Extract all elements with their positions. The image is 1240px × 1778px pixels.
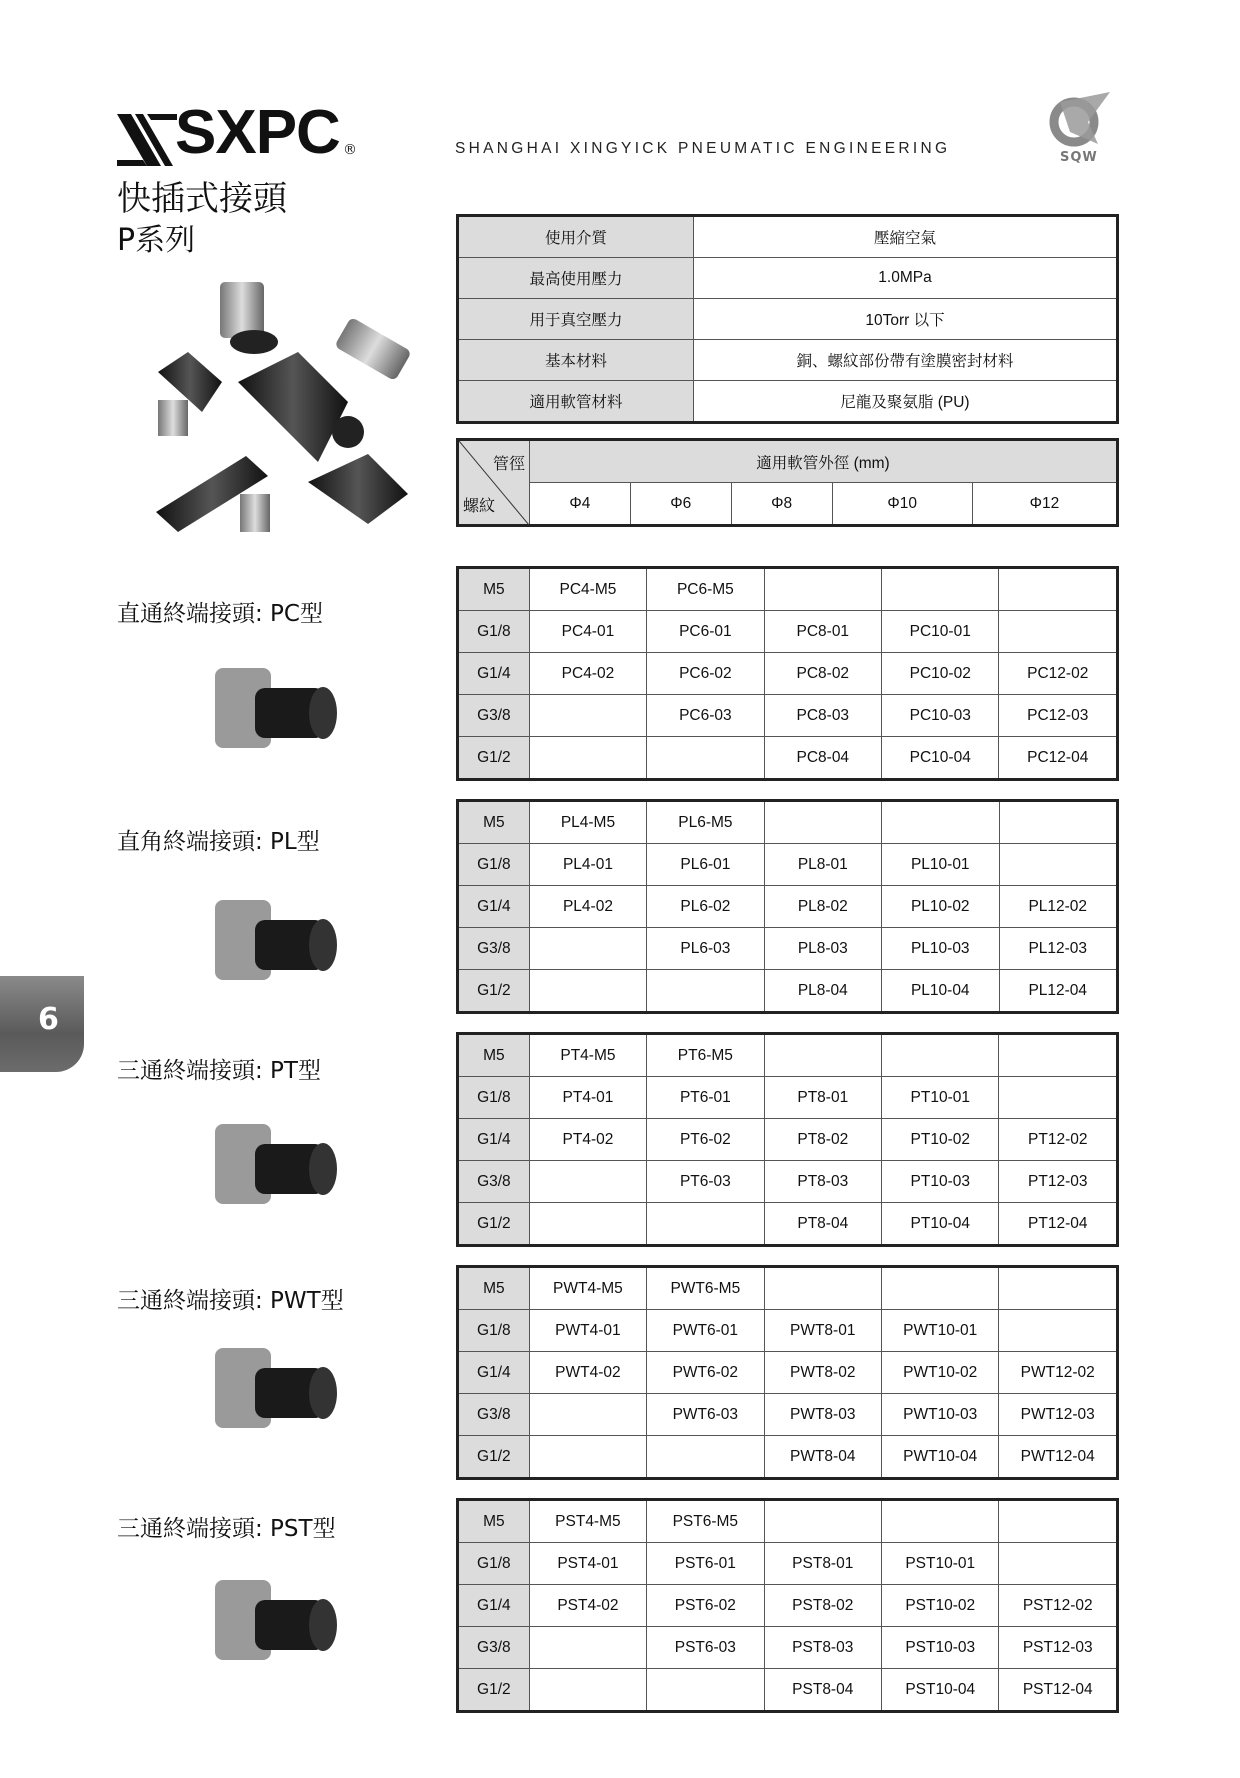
- thread-cell: G1/4: [458, 653, 530, 695]
- thread-cell: M5: [458, 1500, 530, 1543]
- model-cell: PWT12-02: [999, 1352, 1118, 1394]
- thread-cell: G3/8: [458, 928, 530, 970]
- model-cell: PT12-02: [999, 1119, 1118, 1161]
- thread-cell: G1/2: [458, 1669, 530, 1712]
- model-cell: PST8-01: [764, 1543, 881, 1585]
- model-cell: [529, 1436, 646, 1479]
- model-cell: PC4-01: [529, 611, 646, 653]
- model-cell: PT8-02: [764, 1119, 881, 1161]
- model-cell: PL4-02: [529, 886, 646, 928]
- model-cell: PST6-02: [647, 1585, 764, 1627]
- table-row: [458, 1436, 1118, 1479]
- table-row: [458, 695, 1118, 737]
- model-cell: PC6-01: [647, 611, 764, 653]
- table-row: [458, 1310, 1118, 1352]
- model-cell: PL8-04: [764, 970, 881, 1013]
- model-cell: PC10-02: [882, 653, 999, 695]
- size-header: Φ4: [530, 483, 631, 526]
- model-cell: PWT10-02: [881, 1352, 999, 1394]
- model-cell: PWT8-01: [764, 1310, 881, 1352]
- model-cell: [999, 1034, 1118, 1077]
- model-cell: PT6-M5: [647, 1034, 764, 1077]
- model-cell: PL12-03: [999, 928, 1118, 970]
- model-cell: PC6-M5: [647, 568, 764, 611]
- model-cell: PC10-03: [882, 695, 999, 737]
- model-cell: PT6-01: [647, 1077, 764, 1119]
- spec-row: [458, 258, 1118, 299]
- size-header: Φ10: [832, 483, 972, 526]
- model-cell: PC8-03: [764, 695, 881, 737]
- model-cell: PC6-03: [647, 695, 764, 737]
- spec-label: 使用介質: [458, 216, 694, 258]
- table-row: [458, 1627, 1118, 1669]
- thread-cell: G1/4: [458, 1119, 530, 1161]
- model-cell: PST8-02: [764, 1585, 881, 1627]
- model-cell: PT8-01: [764, 1077, 881, 1119]
- model-cell: [764, 568, 881, 611]
- model-cell: PST4-01: [529, 1543, 646, 1585]
- thread-cell: G1/4: [458, 1585, 530, 1627]
- model-cell: [764, 801, 881, 844]
- thread-cell: G1/8: [458, 1310, 530, 1352]
- model-cell: PWT6-03: [647, 1394, 764, 1436]
- model-cell: PST6-03: [647, 1627, 764, 1669]
- thread-cell: G1/4: [458, 1352, 530, 1394]
- model-cell: [529, 1669, 646, 1712]
- section-label: 三通終端接頭: PWT型: [117, 1288, 344, 1314]
- model-cell: PST6-01: [647, 1543, 764, 1585]
- table-row: [458, 653, 1118, 695]
- fitting-image: [205, 1104, 345, 1224]
- model-cell: [999, 1543, 1118, 1585]
- thread-cell: G1/2: [458, 737, 530, 780]
- model-cell: [999, 801, 1118, 844]
- thread-cell: G1/8: [458, 1543, 530, 1585]
- table-row: [458, 1034, 1118, 1077]
- model-cell: PL12-02: [999, 886, 1118, 928]
- thread-cell: G1/2: [458, 1436, 530, 1479]
- section-label: 直角終端接頭: PL型: [117, 829, 320, 855]
- spec-row: [458, 299, 1118, 340]
- model-cell: [882, 801, 999, 844]
- sqw-logo: [1040, 92, 1120, 172]
- model-cell: [764, 1500, 881, 1543]
- model-cell: PT12-03: [999, 1161, 1118, 1203]
- thread-cell: G1/2: [458, 970, 530, 1013]
- fitting-image: [205, 880, 345, 1000]
- spec-value: 1.0MPa: [694, 258, 1118, 299]
- model-cell: PL10-02: [882, 886, 999, 928]
- diagonal-header-cell: [458, 440, 530, 526]
- table-row: [458, 611, 1118, 653]
- model-cell: PL4-M5: [529, 801, 646, 844]
- thread-label: 螺紋: [463, 498, 496, 515]
- model-cell: PWT10-04: [881, 1436, 999, 1479]
- model-cell: PL6-03: [647, 928, 764, 970]
- registered-mark: ®: [343, 142, 357, 158]
- fitting-image: [205, 648, 345, 768]
- thread-cell: G3/8: [458, 1394, 530, 1436]
- model-cell: PL6-01: [647, 844, 764, 886]
- model-cell: PC4-02: [529, 653, 646, 695]
- model-cell: PST12-02: [999, 1585, 1118, 1627]
- table-row: [458, 886, 1118, 928]
- table-row: [458, 928, 1118, 970]
- model-cell: [529, 970, 646, 1013]
- table-row: [458, 844, 1118, 886]
- model-cell: [529, 1203, 646, 1246]
- model-cell: PL10-04: [882, 970, 999, 1013]
- model-cell: PWT4-02: [529, 1352, 646, 1394]
- table-row: [458, 1394, 1118, 1436]
- model-cell: PT4-01: [529, 1077, 646, 1119]
- model-cell: PC8-01: [764, 611, 881, 653]
- table-row: [458, 1585, 1118, 1627]
- size-header-table: [456, 438, 1119, 527]
- model-cell: PT6-03: [647, 1161, 764, 1203]
- spec-label: 最高使用壓力: [458, 258, 694, 299]
- table-row: [458, 1543, 1118, 1585]
- chapter-number: 6: [38, 1002, 59, 1037]
- model-cell: PL8-02: [764, 886, 881, 928]
- model-cell: PWT8-03: [764, 1394, 881, 1436]
- model-cell: PWT8-02: [764, 1352, 881, 1394]
- model-cell: PWT10-03: [881, 1394, 999, 1436]
- section-label: 直通終端接頭: PC型: [117, 601, 323, 627]
- model-cell: PST12-03: [999, 1627, 1118, 1669]
- thread-cell: G3/8: [458, 1161, 530, 1203]
- model-table: [456, 1265, 1119, 1480]
- section-label: 三通終端接頭: PST型: [117, 1516, 336, 1542]
- model-cell: PL10-01: [882, 844, 999, 886]
- model-cell: [999, 1267, 1118, 1310]
- model-cell: PST10-03: [881, 1627, 998, 1669]
- model-cell: PT10-02: [882, 1119, 999, 1161]
- chapter-tab: [0, 976, 84, 1072]
- model-cell: PC6-02: [647, 653, 764, 695]
- model-cell: PST12-04: [999, 1669, 1118, 1712]
- model-cell: PL10-03: [882, 928, 999, 970]
- model-cell: PC4-M5: [529, 568, 646, 611]
- model-cell: PWT12-04: [999, 1436, 1118, 1479]
- model-cell: [999, 1310, 1118, 1352]
- model-cell: PT8-04: [764, 1203, 881, 1246]
- model-cell: [882, 1034, 999, 1077]
- model-cell: [881, 1500, 998, 1543]
- model-cell: PC10-01: [882, 611, 999, 653]
- model-cell: [999, 1500, 1118, 1543]
- spec-label: 基本材料: [458, 340, 694, 381]
- model-cell: PT10-04: [882, 1203, 999, 1246]
- thread-cell: G1/4: [458, 886, 530, 928]
- sxpc-logo: [117, 98, 357, 168]
- pipe-label: 管徑: [492, 456, 525, 473]
- model-cell: [999, 568, 1118, 611]
- table-row: [458, 737, 1118, 780]
- size-header: Φ6: [630, 483, 731, 526]
- thread-cell: G1/2: [458, 1203, 530, 1246]
- model-cell: [529, 1394, 646, 1436]
- size-header: Φ12: [972, 483, 1117, 526]
- spec-value: 銅、螺紋部份帶有塗膜密封材料: [694, 340, 1118, 381]
- model-cell: PL6-02: [647, 886, 764, 928]
- section-label: 三通終端接頭: PT型: [117, 1058, 321, 1084]
- table-row: [458, 1203, 1118, 1246]
- model-cell: PST6-M5: [647, 1500, 764, 1543]
- model-cell: PL8-01: [764, 844, 881, 886]
- table-row: [458, 1119, 1118, 1161]
- model-table: [456, 799, 1119, 1014]
- thread-cell: M5: [458, 1034, 530, 1077]
- model-cell: PC12-02: [999, 653, 1118, 695]
- model-cell: PC12-03: [999, 695, 1118, 737]
- fittings-group-image: [148, 272, 428, 542]
- size-header: Φ8: [731, 483, 832, 526]
- model-cell: PST10-02: [881, 1585, 998, 1627]
- table-row: [458, 568, 1118, 611]
- model-table: [456, 1032, 1119, 1247]
- model-cell: PL12-04: [999, 970, 1118, 1013]
- model-cell: [999, 844, 1118, 886]
- model-cell: [999, 611, 1118, 653]
- thread-cell: G1/8: [458, 1077, 530, 1119]
- model-cell: [647, 1669, 764, 1712]
- thread-cell: G3/8: [458, 1627, 530, 1669]
- model-cell: PT6-02: [647, 1119, 764, 1161]
- model-cell: PT12-04: [999, 1203, 1118, 1246]
- spec-table: [456, 214, 1119, 424]
- spec-label: 適用軟管材料: [458, 381, 694, 423]
- model-cell: PST10-04: [881, 1669, 998, 1712]
- spec-row: [458, 381, 1118, 423]
- model-cell: PC8-02: [764, 653, 881, 695]
- model-cell: PC12-04: [999, 737, 1118, 780]
- model-cell: [529, 1627, 646, 1669]
- model-cell: [529, 928, 646, 970]
- table-row: [458, 1077, 1118, 1119]
- table-row: [458, 1352, 1118, 1394]
- model-cell: PWT6-01: [647, 1310, 764, 1352]
- sqw-label: SQW: [1060, 150, 1098, 165]
- logo-mark-icon: [117, 114, 177, 166]
- model-cell: PWT10-01: [881, 1310, 999, 1352]
- model-cell: PWT12-03: [999, 1394, 1118, 1436]
- table-row: [458, 1161, 1118, 1203]
- model-cell: PWT6-M5: [647, 1267, 764, 1310]
- model-cell: PWT8-04: [764, 1436, 881, 1479]
- model-cell: PC8-04: [764, 737, 881, 780]
- model-cell: PST4-02: [529, 1585, 646, 1627]
- model-cell: [999, 1077, 1118, 1119]
- model-cell: [882, 568, 999, 611]
- model-cell: [647, 737, 764, 780]
- spec-label: 用于真空壓力: [458, 299, 694, 340]
- group-title: 適用軟管外徑 (mm): [530, 440, 1118, 483]
- model-cell: [881, 1267, 999, 1310]
- model-cell: PT10-03: [882, 1161, 999, 1203]
- model-cell: [647, 970, 764, 1013]
- thread-cell: M5: [458, 801, 530, 844]
- brand-name: SXPC: [175, 98, 340, 167]
- model-cell: PL8-03: [764, 928, 881, 970]
- model-cell: PT8-03: [764, 1161, 881, 1203]
- page-title: 快插式接頭: [117, 179, 287, 219]
- thread-cell: G3/8: [458, 695, 530, 737]
- model-cell: PWT4-01: [529, 1310, 646, 1352]
- fitting-image: [205, 1328, 345, 1448]
- model-cell: PT10-01: [882, 1077, 999, 1119]
- model-cell: PST8-04: [764, 1669, 881, 1712]
- model-table: [456, 566, 1119, 781]
- page-subtitle: P系列: [117, 223, 196, 258]
- model-cell: [529, 695, 646, 737]
- model-cell: PST10-01: [881, 1543, 998, 1585]
- thread-cell: G1/8: [458, 844, 530, 886]
- thread-cell: M5: [458, 1267, 530, 1310]
- model-cell: [647, 1203, 764, 1246]
- sqw-mark-icon: [1040, 92, 1120, 152]
- model-table: [456, 1498, 1119, 1713]
- model-cell: PST8-03: [764, 1627, 881, 1669]
- fitting-image: [205, 1560, 345, 1680]
- model-cell: [647, 1436, 764, 1479]
- thread-cell: G1/8: [458, 611, 530, 653]
- model-cell: PWT6-02: [647, 1352, 764, 1394]
- spec-row: [458, 340, 1118, 381]
- table-row: [458, 1500, 1118, 1543]
- model-cell: PST4-M5: [529, 1500, 646, 1543]
- model-cell: PL6-M5: [647, 801, 764, 844]
- spec-value: 尼龍及聚氨脂 (PU): [694, 381, 1118, 423]
- company-tagline: SHANGHAI XINGYICK PNEUMATIC ENGINEERING: [455, 140, 951, 157]
- table-row: [458, 801, 1118, 844]
- table-row: [458, 1267, 1118, 1310]
- model-cell: [529, 737, 646, 780]
- spec-value: 壓縮空氣: [694, 216, 1118, 258]
- model-cell: PL4-01: [529, 844, 646, 886]
- spec-row: [458, 216, 1118, 258]
- model-cell: PT4-02: [529, 1119, 646, 1161]
- model-cell: [764, 1267, 881, 1310]
- thread-cell: M5: [458, 568, 530, 611]
- spec-value: 10Torr 以下: [694, 299, 1118, 340]
- model-cell: PC10-04: [882, 737, 999, 780]
- table-row: [458, 1669, 1118, 1712]
- model-cell: PWT4-M5: [529, 1267, 646, 1310]
- table-row: [458, 970, 1118, 1013]
- model-cell: PT4-M5: [529, 1034, 646, 1077]
- model-cell: [764, 1034, 881, 1077]
- model-cell: [529, 1161, 646, 1203]
